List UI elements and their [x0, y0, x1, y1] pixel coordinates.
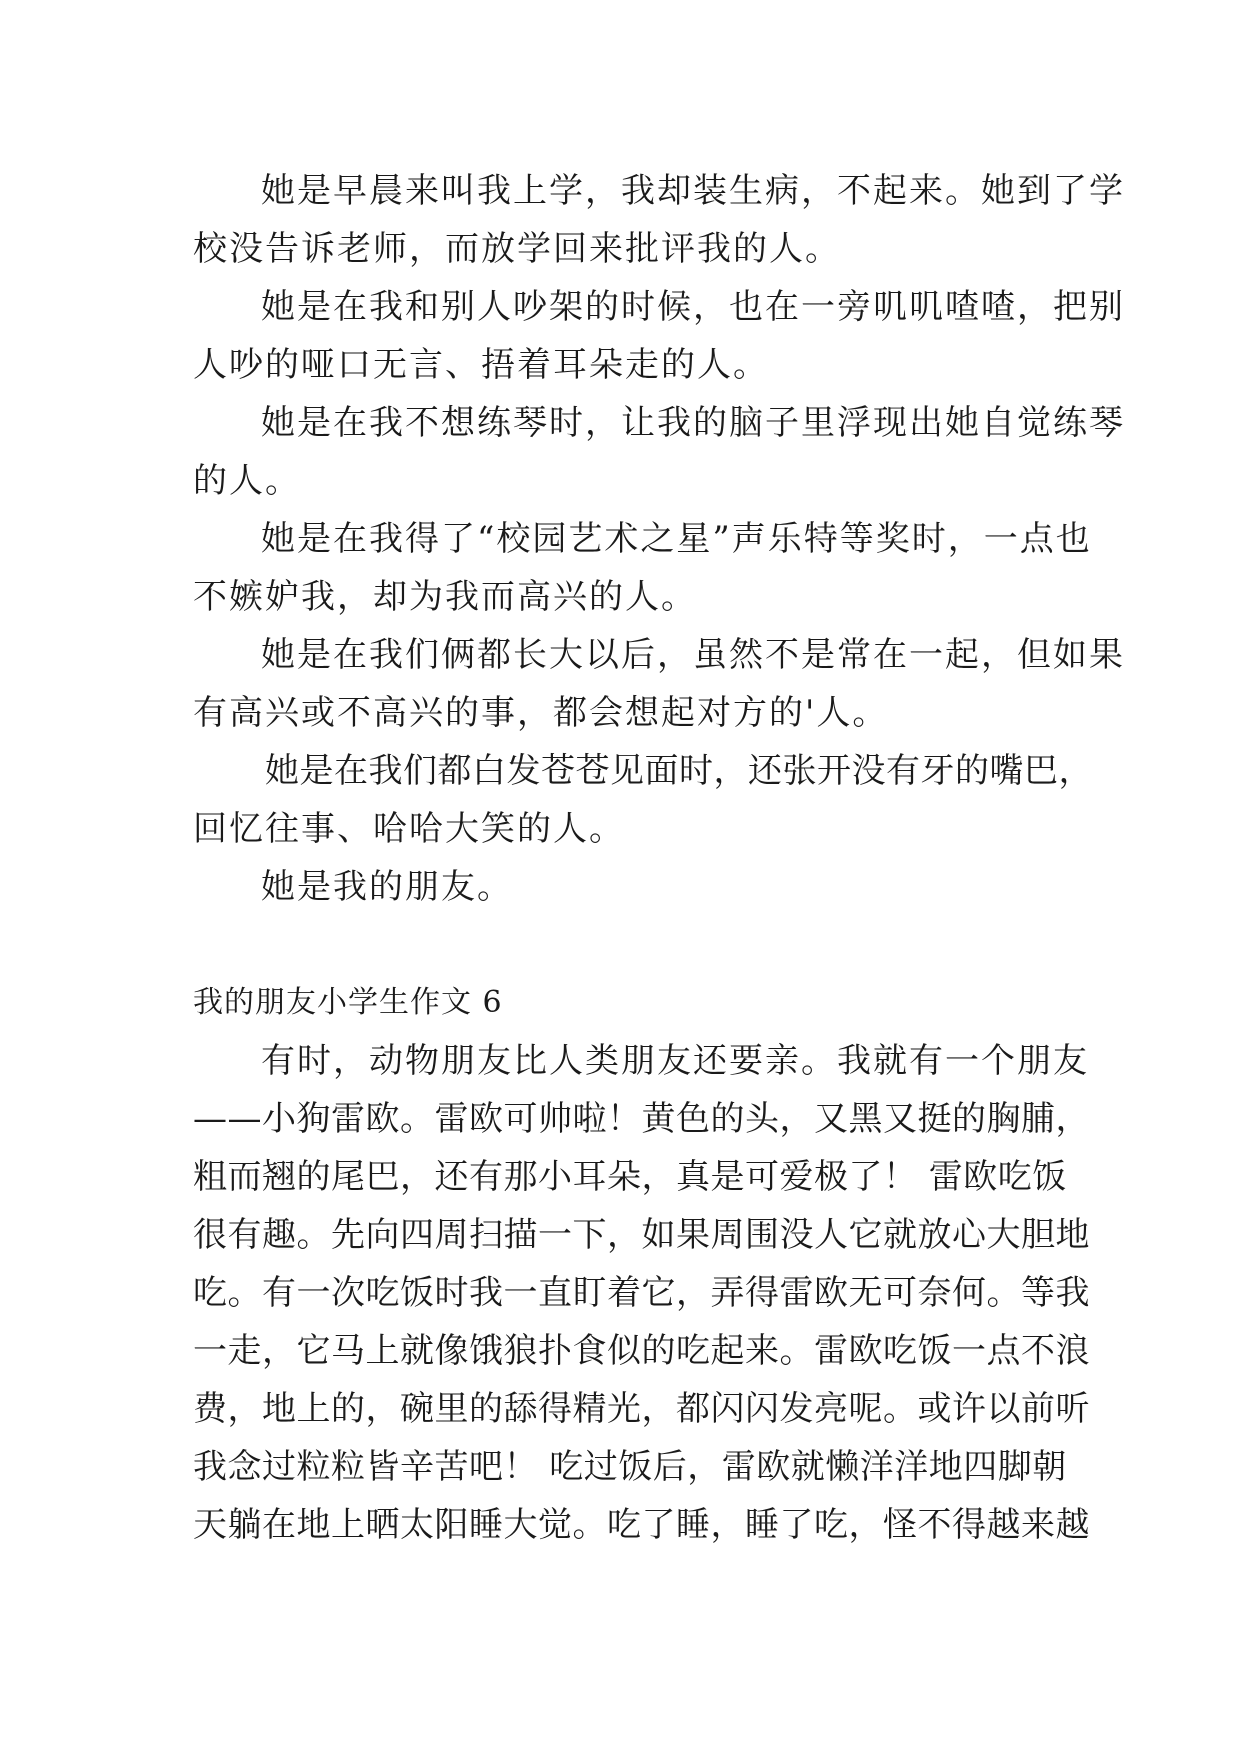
paragraph-line: 回忆往事、哈哈大笑的人。: [193, 809, 625, 849]
paragraph-line: 很有趣。先向四周扫描一下，如果周围没人它就放心大胆地: [193, 1215, 1090, 1255]
section-spacer: [193, 916, 1055, 974]
paragraph-line: 一走，它马上就像饿狼扑食似的吃起来。雷欧吃饭一点不浪: [193, 1331, 1090, 1371]
paragraph-7: [193, 858, 1055, 916]
paragraph-line: 费，地上的，碗里的舔得精光，都闪闪发亮呢。或许以前听: [193, 1389, 1090, 1429]
paragraph-line: 我念过粒粒皆辛苦吧！ 吃过饭后，雷欧就懒洋洋地四脚朝: [193, 1447, 1067, 1487]
paragraph-line: 吃。有一次吃饭时我一直盯着它，弄得雷欧无可奈何。等我: [193, 1273, 1090, 1313]
section-title: 我的朋友小学生作文 6: [193, 985, 503, 1020]
paragraph-3: [193, 394, 1125, 510]
paragraph-line: 人吵的哑口无言、捂着耳朵走的人。: [193, 345, 769, 385]
paragraph-4: [193, 510, 1092, 626]
document-body: [193, 162, 1125, 1554]
paragraph-line: 她是早晨来叫我上学，我却装生病，不起来。她到了学: [261, 171, 1125, 211]
paragraph-line: 有时，动物朋友比人类朋友还要亲。我就有一个朋友: [261, 1041, 1089, 1081]
paragraph-line: 她是在我和别人吵架的时候，也在一旁叽叽喳喳，把别: [261, 287, 1125, 327]
paragraph-line: 的人。: [193, 461, 301, 501]
paragraph-line: 她是在我不想练琴时，让我的脑子里浮现出她自觉练琴: [261, 403, 1125, 443]
paragraph-line: 不嫉妒我，却为我而高兴的人。: [193, 577, 697, 617]
paragraph-line: 她是在我们俩都长大以后，虽然不是常在一起，但如果: [261, 635, 1125, 675]
paragraph-line: 校没告诉老师，而放学回来批评我的人。: [193, 229, 841, 269]
paragraph-1: [193, 162, 1125, 278]
section-2: [193, 974, 1090, 1554]
paragraph-line: 粗而翘的尾巴，还有那小耳朵，真是可爱极了！ 雷欧吃饭: [193, 1157, 1067, 1197]
paragraph-2: [193, 278, 1125, 394]
paragraph-5: [193, 626, 1125, 742]
paragraph-line: 她是在我们都白发苍苍见面时，还张开没有牙的嘴巴，: [265, 751, 1093, 791]
paragraph-line: 天躺在地上晒太阳睡大觉。吃了睡，睡了吃，怪不得越来越: [193, 1505, 1090, 1545]
paragraph-line: ——小狗雷欧。雷欧可帅啦！黄色的头，又黑又挺的胸脯，: [193, 1099, 1090, 1139]
paragraph-line: 她是我的朋友。: [261, 867, 513, 907]
paragraph-line: 有高兴或不高兴的事，都会想起对方的'人。: [193, 693, 889, 733]
paragraph-6: [193, 742, 1093, 858]
paragraph-line: 她是在我得了“校园艺术之星”声乐特等奖时，一点也: [261, 519, 1092, 559]
